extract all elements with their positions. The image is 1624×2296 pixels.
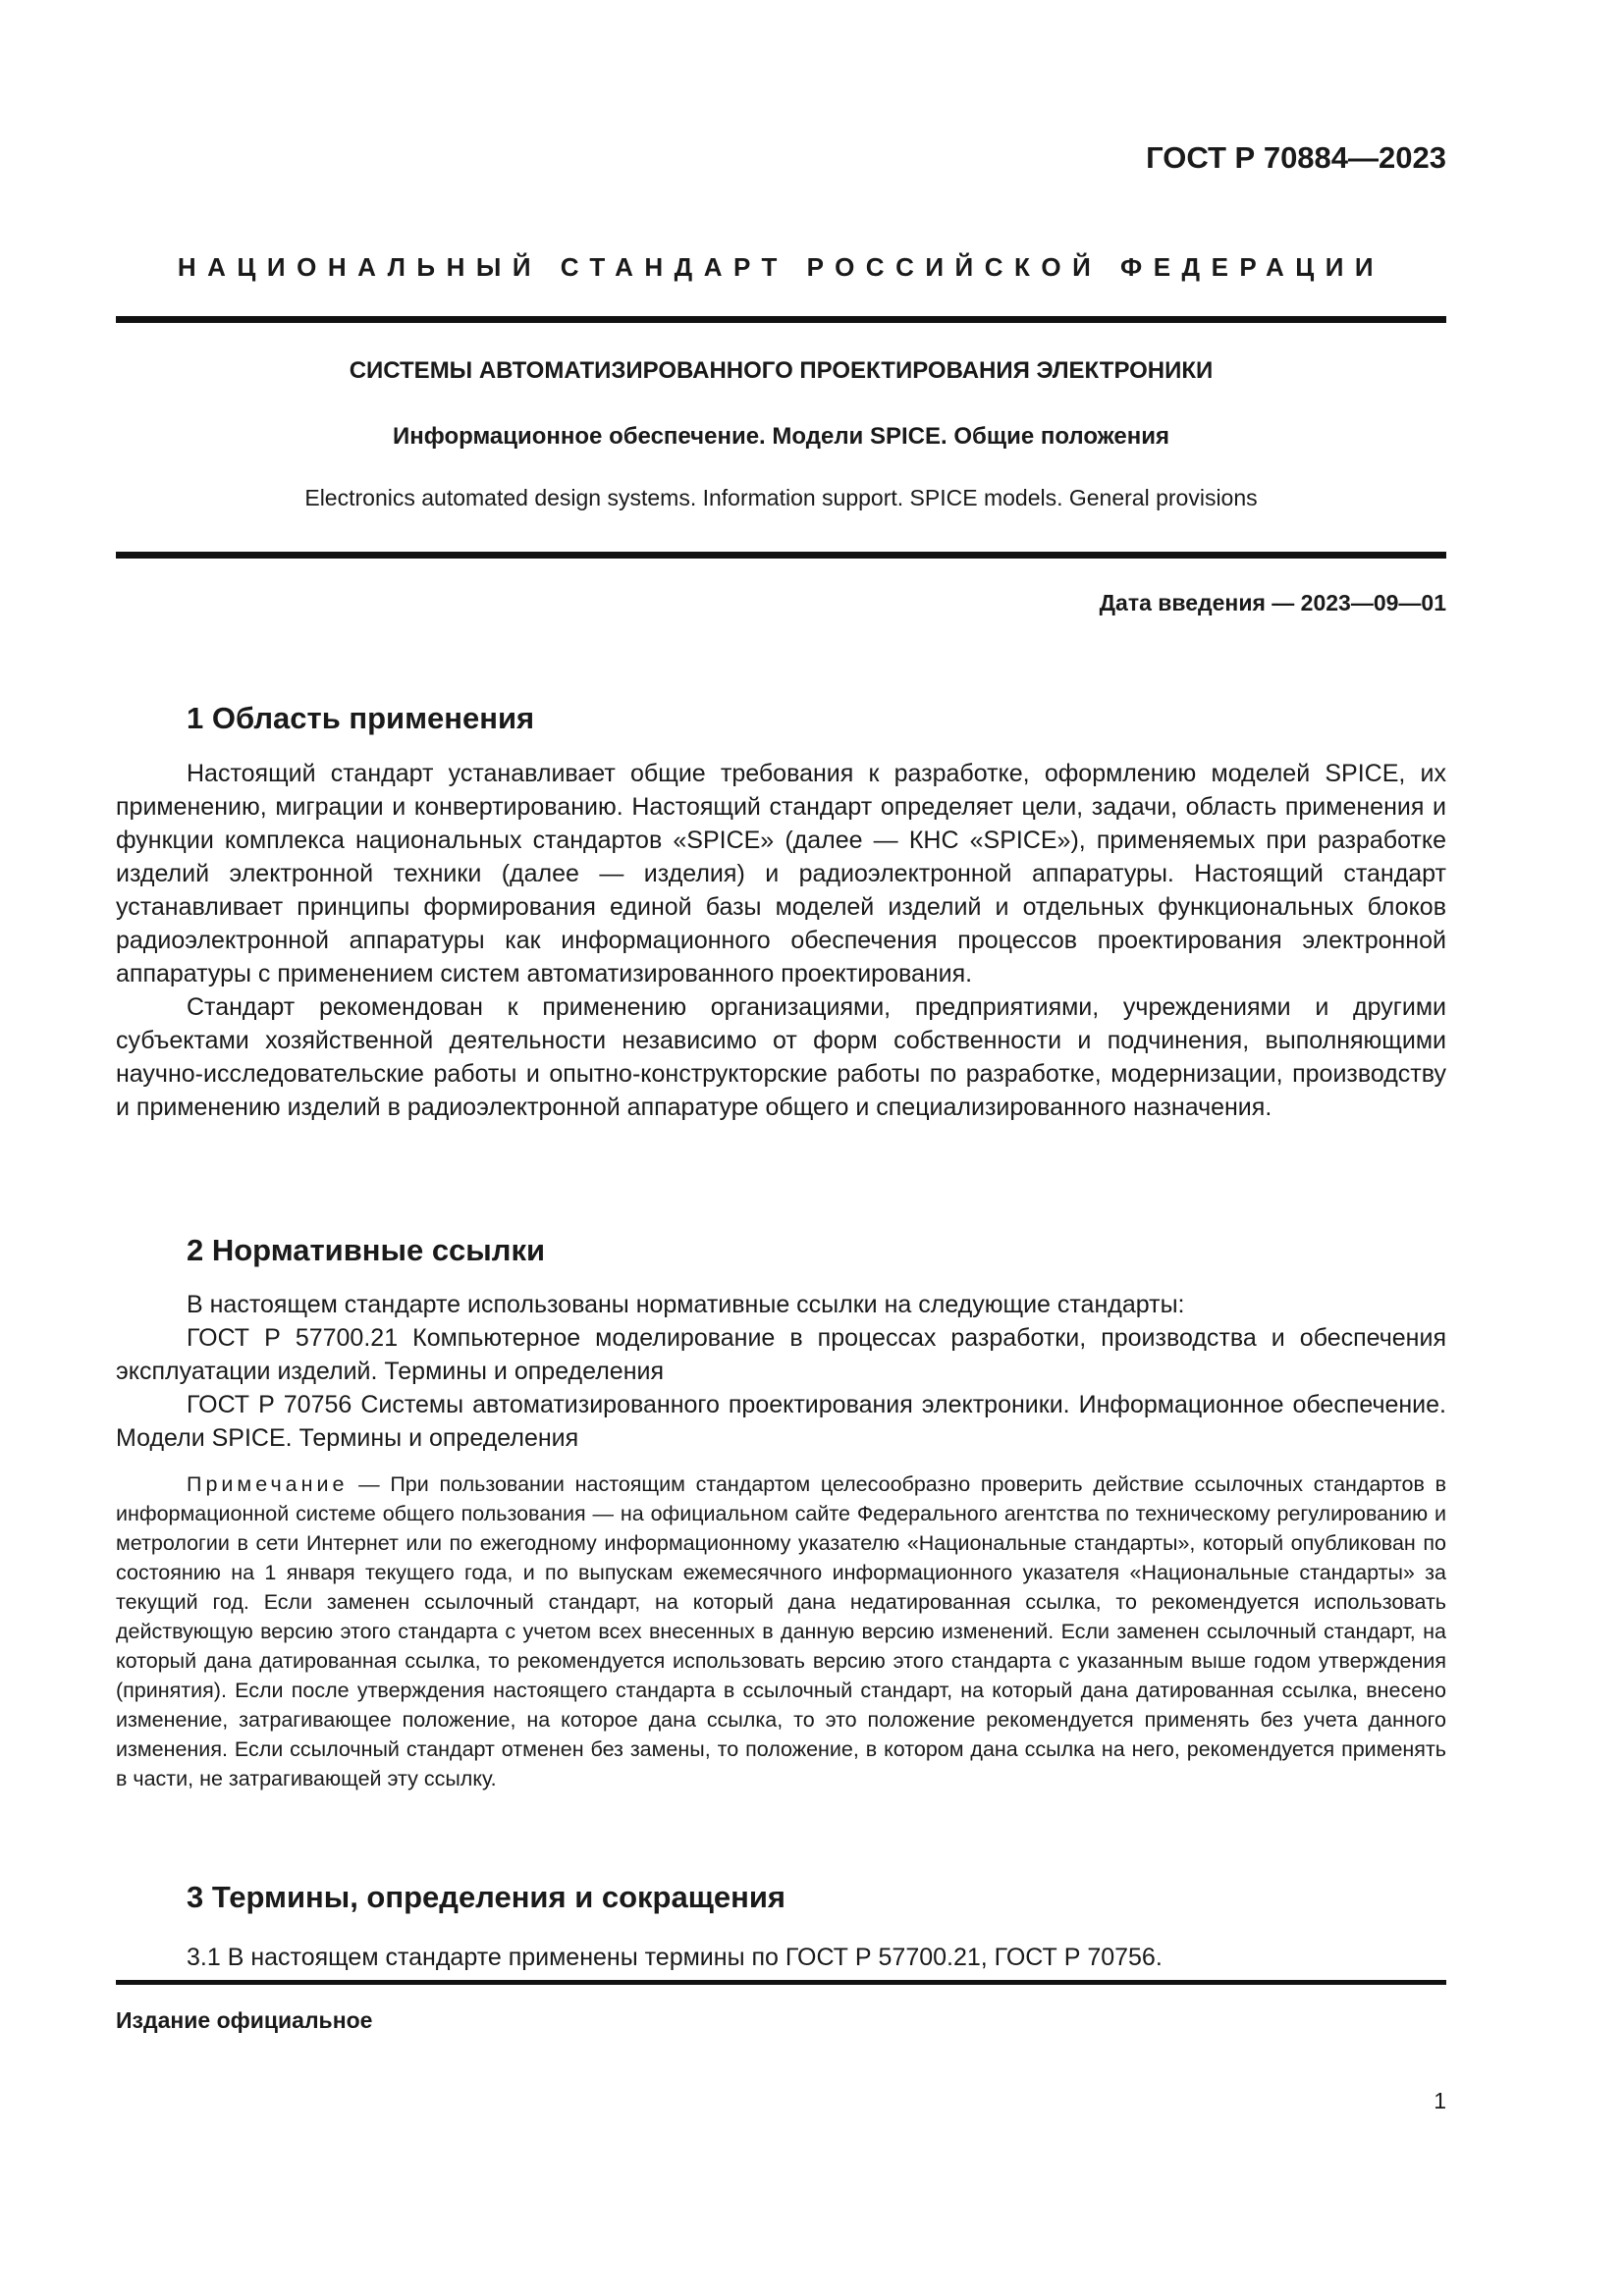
section-1-paragraph-1: Настоящий стандарт устанавливает общие требования к разработке, оформлению моделей SPICE, их применению, миграции и конвертированию. Настоящий стандарт определяет цели, задачи, область применения и функции комплекса национальных стандартов «SPICE» (далее — КНС «SPICE»), применяемых при разработке изделий электронной техники (далее — изделия) и радиоэлектронной аппаратуры. Настоящий стандарт устанавливает принципы формирования единой базы моделей изделий и отдельных функциональных блоков радиоэлектронной аппаратуры как информационного обеспечения процессов проектирования электронной аппаратуры с применением систем автоматизированного проектирования. (116, 760, 1446, 988)
footer-divider (116, 1980, 1446, 1985)
reference-note (116, 1469, 1446, 1793)
document-number: ГОСТ Р 70884—2023 (1146, 140, 1446, 175)
normative-reference-2: ГОСТ Р 70756 Системы автоматизированного проектирования электроники. Информационное обеспечение. Модели SPICE. Термины и определения (116, 1391, 1446, 1452)
note-text: — При пользовании настоящим стандартом целесообразно проверить действие ссылочных стандартов в информационной системе общего пользования — на официальном сайте Федерального агентства по техническому регулированию и метрологии в сети Интернет или по ежегодному информационному указателю «Национальные стандарты», который опубликован по состоянию на 1 января текущего года, и по выпускам ежемесячного информационного указателя «Национальные стандарты» за текущий год. Если заменен ссылочный стандарт, на который дана недатированная ссылка, то рекомендуется использовать действующую версию этого стандарта с учетом всех внесенных в данную версию изменений. Если заменен ссылочный стандарт, на который дана датированная ссылка, то рекомендуется использовать версию этого стандарта с указанным выше годом утверждения (принятия). Если после утверждения настоящего стандарта в ссылочный стандарт, на который дана датированная ссылка, внесено изменение, затрагивающее положение, на которое дана ссылка, то это положение рекомендуется применять без учета данного изменения. Если ссылочный стандарт отменен без замены, то положение, в котором дана ссылка на него, рекомендуется применять в части, не затрагивающей эту ссылку. (116, 1472, 1446, 1790)
section-2-body (116, 1288, 1446, 1455)
national-standard-banner: НАЦИОНАЛЬНЫЙ СТАНДАРТ РОССИЙСКОЙ ФЕДЕРАЦИИ (177, 252, 1385, 282)
title-divider (116, 552, 1446, 559)
section-2-heading: 2 Нормативные ссылки (187, 1233, 546, 1267)
section-3-paragraph-1: 3.1 В настоящем стандарте применены термины по ГОСТ Р 57700.21, ГОСТ Р 70756. (187, 1944, 1163, 1971)
standard-title: СИСТЕМЫ АВТОМАТИЗИРОВАННОГО ПРОЕКТИРОВАНИЯ ЭЛЕКТРОНИКИ (349, 357, 1214, 384)
section-1-paragraph-2: Стандарт рекомендован к применению организациями, предприятиями, учреждениями и другими субъектами хозяйственной деятельности независимо от форм собственности и подчинения, выполняющими научно-исследовательские работы и опытно-конструкторские работы по разработке, модернизации, производству и применению изделий в радиоэлектронной аппаратуре общего и специализированного назначения. (116, 993, 1446, 1121)
page-number: 1 (1434, 2088, 1446, 2113)
effective-date: Дата введения — 2023—09—01 (1099, 590, 1446, 615)
english-title: Electronics automated design systems. Information support. SPICE models. General provisions (304, 485, 1258, 510)
standard-subtitle: Информационное обеспечение. Модели SPICE. Общие положения (393, 423, 1169, 450)
section-1-heading: 1 Область применения (187, 701, 535, 735)
note-label: Примечание (187, 1472, 349, 1496)
section-1-body (116, 757, 1446, 1124)
normative-reference-1: ГОСТ Р 57700.21 Компьютерное моделирование в процессах разработки, производства и обеспечения эксплуатации изделий. Термины и определения (116, 1324, 1446, 1385)
official-edition-label: Издание официальное (116, 2007, 373, 2033)
note-paragraph (116, 1469, 1446, 1793)
section-2-intro: В настоящем стандарте использованы нормативные ссылки на следующие стандарты: (187, 1291, 1185, 1318)
section-3-heading: 3 Термины, определения и сокращения (187, 1880, 785, 1914)
top-divider (116, 316, 1446, 323)
